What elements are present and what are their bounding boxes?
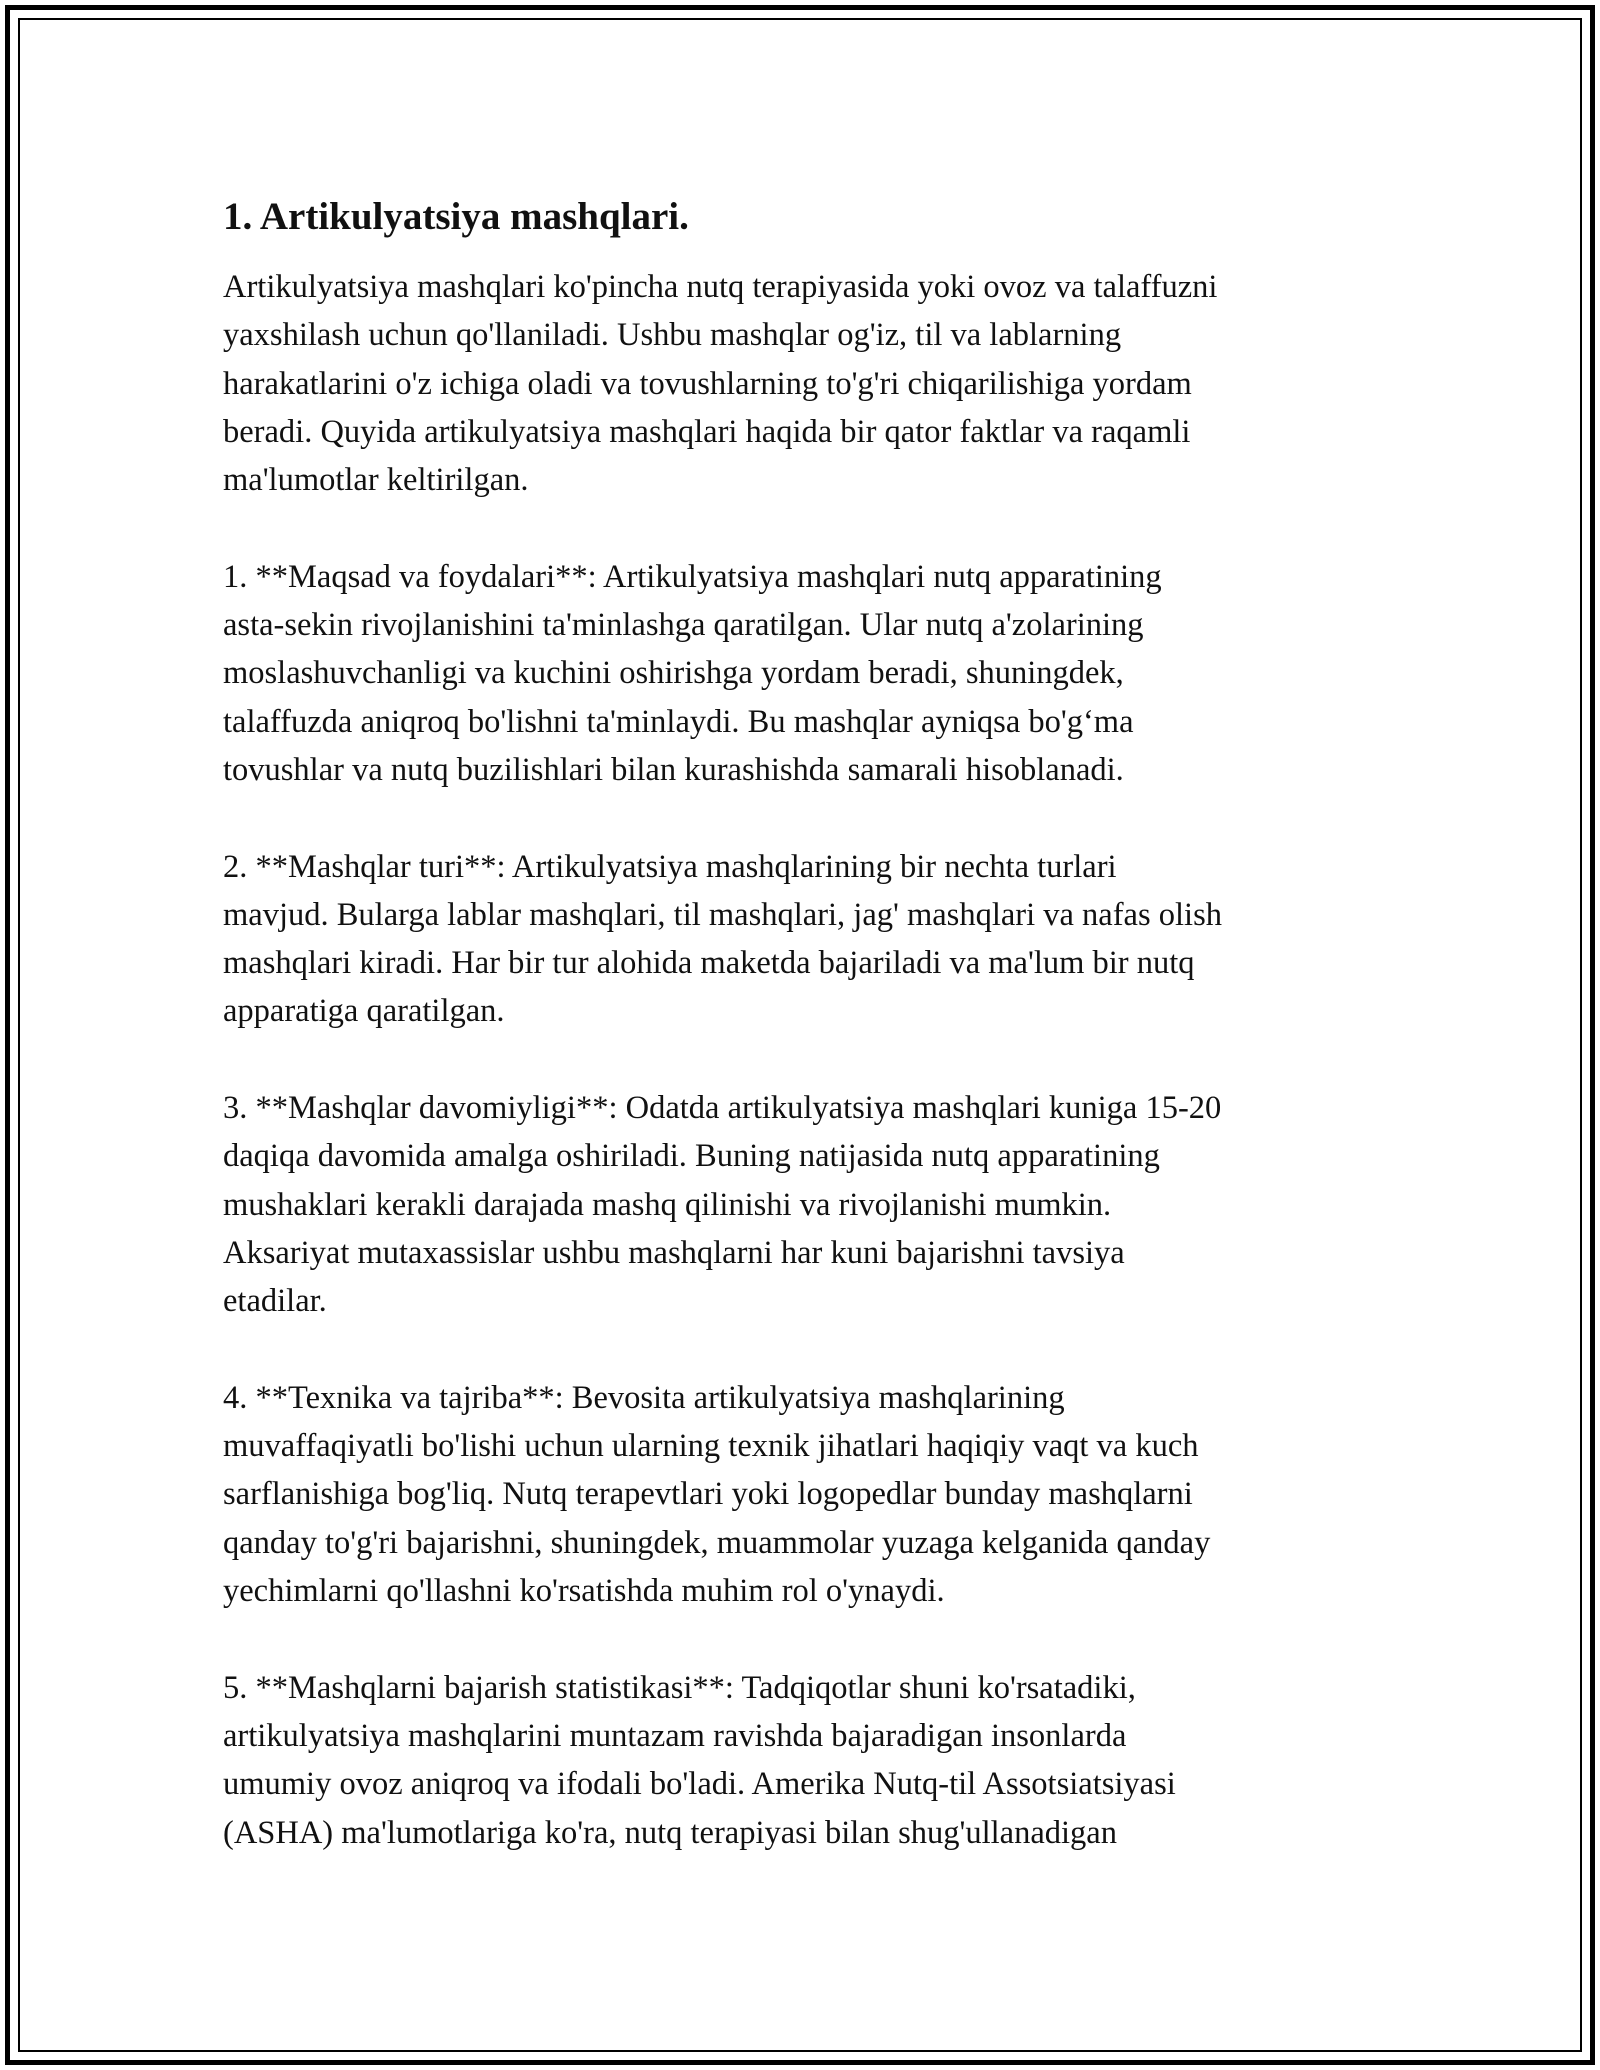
- text-line: asta-sekin rivojlanishini ta'minlashga qaratilgan. Ular nutq a'zolarining: [223, 607, 1144, 644]
- text-line: umumiy ovoz aniqroq va ifodali bo'ladi. Amerika Nutq-til Assotsiatsiyasi: [223, 1766, 1176, 1803]
- section-heading: 1. Artikulyatsiya mashqlari.: [223, 195, 689, 238]
- text-line: (ASHA) ma'lumotlariga ko'ra, nutq terapiyasi bilan shug'ullanadigan: [223, 1814, 1117, 1851]
- text-line: daqiqa davomida amalga oshiriladi. Buning natijasida nutq apparatining: [223, 1138, 1160, 1175]
- text-line: 3. **Mashqlar davomiyligi**: Odatda artikulyatsiya mashqlari kuniga 15-20: [223, 1090, 1222, 1127]
- text-line: mushaklari kerakli darajada mashq qilinishi va rivojlanishi mumkin.: [223, 1186, 1112, 1223]
- text-line: yaxshilash uchun qo'llaniladi. Ushbu mashqlar og'iz, til va lablarning: [223, 317, 1122, 354]
- text-line: ma'lumotlar keltirilgan.: [223, 462, 529, 499]
- intro-paragraph: [223, 263, 1393, 504]
- text-line: tovushlar va nutq buzilishlari bilan kurashishda samarali hisoblanadi.: [223, 751, 1124, 788]
- text-line: qanday to'g'ri bajarishni, shuningdek, muammolar yuzaga kelganida qanday: [223, 1524, 1211, 1561]
- text-line: moslashuvchanligi va kuchini oshirishga yordam beradi, shuningdek,: [223, 655, 1124, 692]
- text-line: etadilar.: [223, 1283, 327, 1320]
- text-line: sarflanishiga bog'liq. Nutq terapevtlari yoki logopedlar bunday mashqlarni: [223, 1476, 1193, 1513]
- technique-paragraph: [223, 1374, 1393, 1615]
- text-line: artikulyatsiya mashqlarini muntazam ravishda bajaradigan insonlarda: [223, 1717, 1127, 1754]
- text-line: 1. **Maqsad va foydalari**: Artikulyatsiya mashqlari nutq apparatining: [223, 558, 1162, 595]
- text-line: harakatlarini o'z ichiga oladi va tovushlarning to'g'ri chiqarilishiga yordam: [223, 365, 1192, 402]
- text-line: talaffuzda aniqroq bo'lishni ta'minlaydi. Bu mashqlar ayniqsa bo'g‘ma: [223, 703, 1134, 740]
- text-line: 4. **Texnika va tajriba**: Bevosita artikulyatsiya mashqlarining: [223, 1379, 1065, 1416]
- text-line: 5. **Mashqlarni bajarish statistikasi**: Tadqiqotlar shuni ko'rsatadiki,: [223, 1669, 1136, 1706]
- text-line: 2. **Mashqlar turi**: Artikulyatsiya mashqlarining bir nechta turlari: [223, 848, 1117, 885]
- text-line: beradi. Quyida artikulyatsiya mashqlari haqida bir qator faktlar va raqamli: [223, 413, 1191, 450]
- text-line: Artikulyatsiya mashqlari ko'pincha nutq terapiyasida yoki ovoz va talaffuzni: [223, 269, 1218, 305]
- text-line: apparatiga qaratilgan.: [223, 993, 505, 1030]
- text-line: muvaffaqiyatli bo'lishi uchun ularning texnik jihatlari haqiqiy vaqt va kuch: [223, 1428, 1199, 1465]
- goals-paragraph: [223, 553, 1393, 794]
- text-line: Aksariyat mutaxassislar ushbu mashqlarni har kuni bajarishni tavsiya: [223, 1234, 1125, 1271]
- text-line: mashqlari kiradi. Har bir tur alohida maketda bajariladi va ma'lum bir nutq: [223, 945, 1195, 982]
- text-line: mavjud. Bularga lablar mashqlari, til mashqlari, jag' mashqlari va nafas olish: [223, 896, 1222, 933]
- document-body: [223, 187, 1393, 1857]
- duration-paragraph: [223, 1084, 1393, 1325]
- types-paragraph: [223, 843, 1393, 1036]
- text-line: yechimlarni qo'llashni ko'rsatishda muhim rol o'ynaydi.: [223, 1573, 945, 1610]
- statistics-paragraph: [223, 1664, 1393, 1857]
